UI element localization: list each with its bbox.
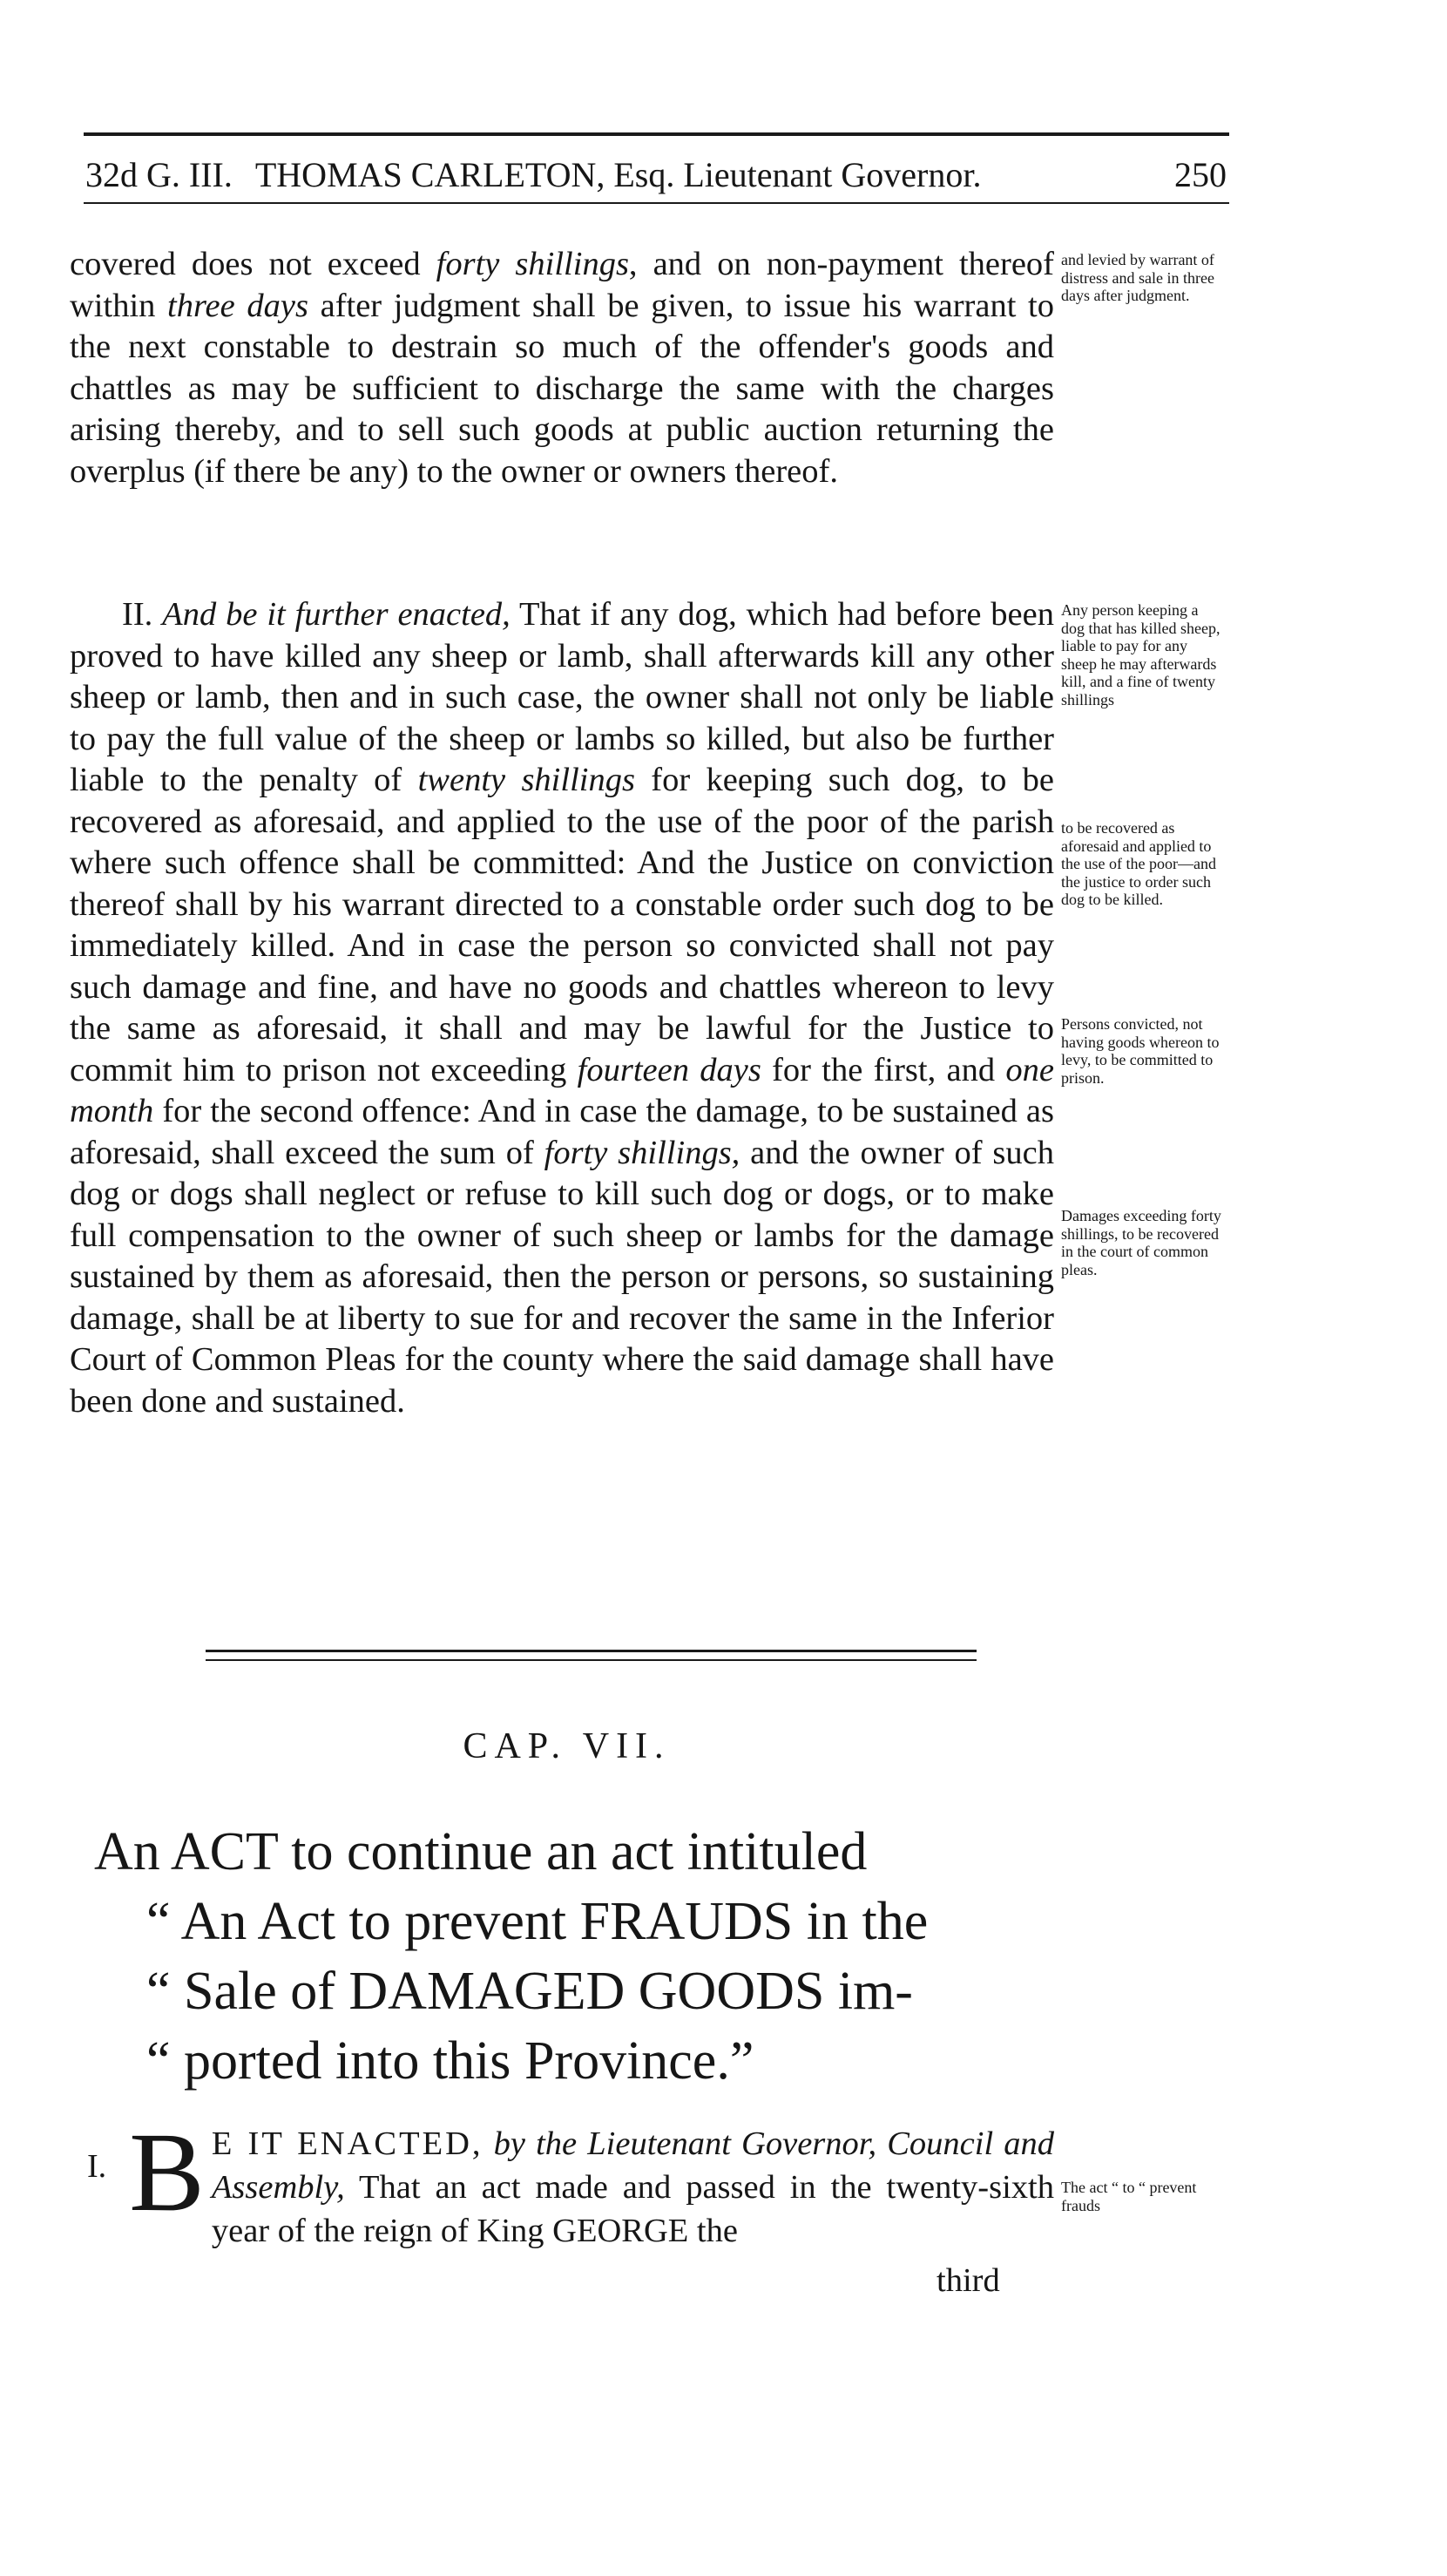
act-title-line-1: An ACT to continue an act intituled <box>94 1822 868 1881</box>
governor-title: THOMAS CARLETON, Esq. Lieutenant Governor. <box>254 155 982 194</box>
section-1-continuation <box>70 244 1054 492</box>
section-2-text: II. And be it further enacted, That if any dog, which had before been proved to have killed any sheep or lamb, shall afterwards kill any other sheep or lamb, then and in such case, the owner shall not only be liable to pay the full value of the sheep or lambs so killed, but also be further liable to the penalty of twenty shillings for keeping such dog, to be recovered as aforesaid, and applied to the use of the poor of the parish where such offence shall be committed: And the Justice on conviction thereof shall by his warrant directed to a constable order such dog to be immediately killed. And in case the person so convicted shall not pay such damage and fine, and have no goods and chattles whereon to levy the same as aforesaid, it shall and may be lawful for the Justice to commit him to prison not exceeding fourteen days for the first, and one month for the second offence: And in case the damage, to be sustained as aforesaid, shall exceed the sum of forty shillings, and the owner of such dog or dogs shall neglect or refuse to kill such dog or dogs, or to make full compensation to the owner of such sheep or lambs for the damage sustained by them as aforesaid, then the person or persons, so sustaining damage, shall be at liberty to sue for and recover the same in the Inferior Court of Common Pleas for the county where the said damage shall have been done and sustained. <box>70 596 1055 1420</box>
section-numeral: I. <box>87 2148 107 2185</box>
header-rule-top <box>84 132 1229 136</box>
act-title-line-4: “ ported into this Province.” <box>146 2031 754 2091</box>
enactment-caps: E IT ENACTED, <box>211 2125 483 2162</box>
act-title-line-3: “ Sale of DAMAGED GOODS im- <box>146 1962 913 2021</box>
margin-note-6: The act “ to “ prevent frauds <box>1061 2179 1197 2214</box>
chapter-number: CAP. VII. <box>463 1726 671 1766</box>
catchword: third <box>936 2262 1000 2299</box>
margin-note-4: Persons convicted, not having goods whereon to levy, to be committed to prison. <box>1061 1015 1220 1087</box>
act-title <box>94 1817 1052 2096</box>
margin-note-5: Damages exceeding forty shillings, to be recovered in the court of common pleas. <box>1061 1207 1221 1278</box>
chapter-rule-bottom <box>206 1659 977 1661</box>
enactment-authority: by the Lieutenant Governor, Council and Assembly, <box>211 2125 1055 2206</box>
page-number: 250 <box>1174 155 1227 194</box>
section-2 <box>70 594 1054 1422</box>
margin-note-3: to be recovered as aforesaid and applied to the use of the poor—and the justice to order such dog to be killed. <box>1061 819 1216 908</box>
enactment-clause <box>87 2110 1055 2253</box>
regnal-year: 32d G. III. <box>85 155 233 194</box>
act-title-line-2: “ An Act to prevent FRAUDS in the <box>146 1892 929 1951</box>
enactment-text: That an act made and passed in the twenty-sixth year of the reign of King GEORGE the <box>211 2169 1054 2249</box>
running-header <box>85 153 1227 197</box>
section-1-text: covered does not exceed forty shillings, and on non-payment thereof within three days after judgment shall be given, to issue his warrant to the next constable to destrain so much of the offender's goods and chattles as may be sufficient to discharge the same with the charges arising thereby, and to sell such goods at public auction returning the overplus (if there be any) to the owner or owners thereof. <box>70 246 1054 490</box>
margin-note-1: and levied by warrant of distress and sale in three days after judgment. <box>1061 251 1214 304</box>
chapter-rule-top <box>206 1650 977 1652</box>
header-rule-bottom <box>84 202 1229 204</box>
margin-note-2: Any person keeping a dog that has killed sheep, liable to pay for any sheep he may afterwards kill, and a fine of twenty shillings <box>1061 601 1220 708</box>
drop-cap: B <box>129 2110 205 2235</box>
